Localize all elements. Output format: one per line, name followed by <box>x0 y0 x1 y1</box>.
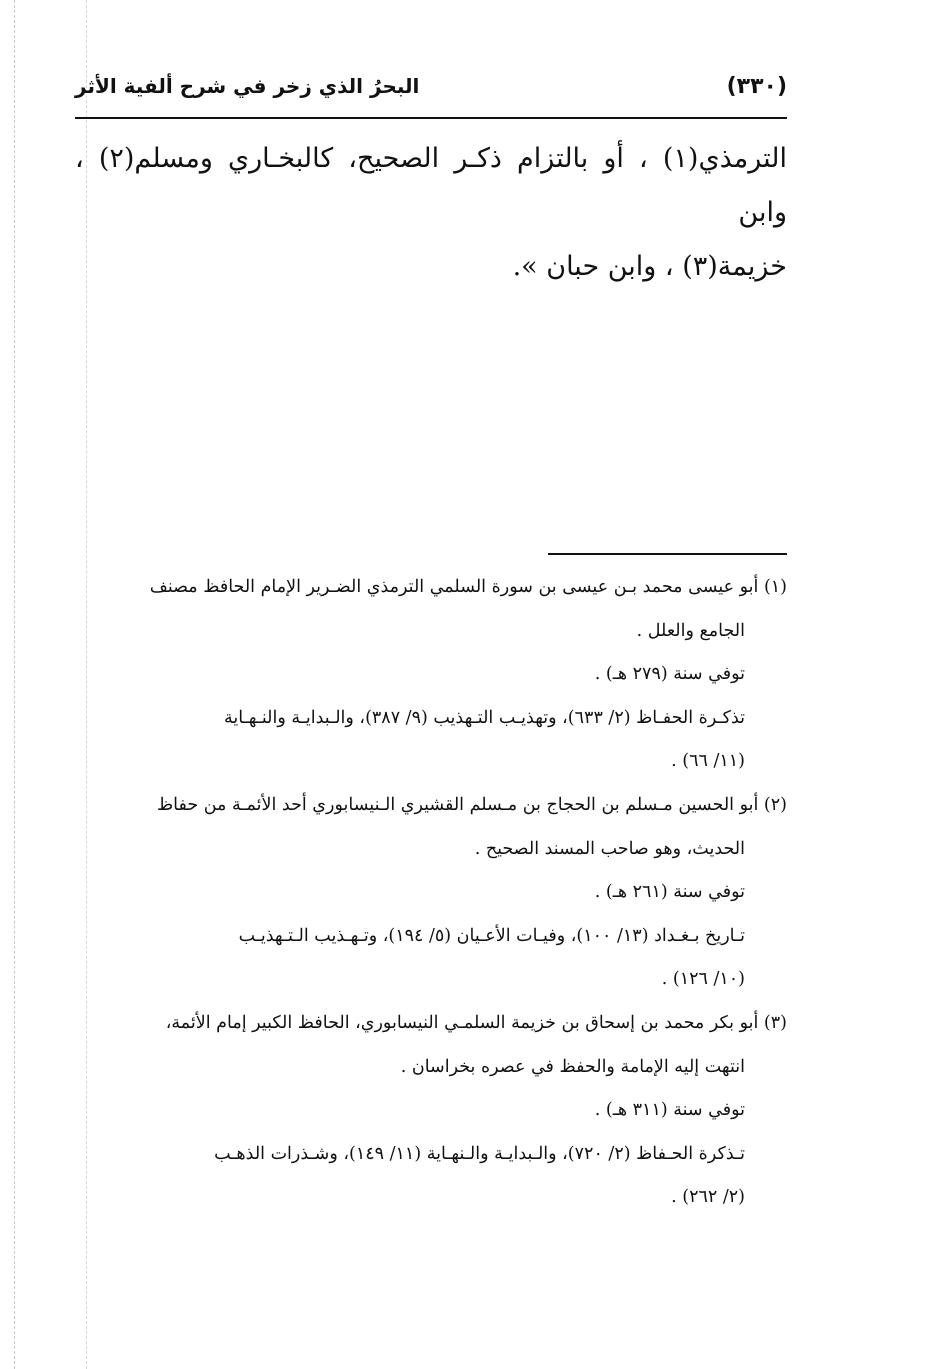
main-text-line: خزيمة(٣) ، وابن حبان ». <box>512 251 787 282</box>
footnote-line: توفي سنة (٢٧٩ هـ) . <box>594 664 745 685</box>
running-header <box>75 66 787 110</box>
page-number: (٣٣٠) <box>726 74 787 99</box>
footnote-line: الحديث، وهو صاحب المسند الصحيح . <box>474 838 745 859</box>
main-text <box>75 132 787 294</box>
footnote-line: تـاريخ بـغـداد (١٣/ ١٠٠)، وفيـات الأعـيان (٥/ ١٩٤)، وتـهـذيب الـتـهذيـب <box>238 925 745 946</box>
footnote-line: (١٠/ ١٢٦) . <box>661 969 745 990</box>
footnote-line: (٣) أبو بكر محمد بن إسحاق بن خزيمة السلمـي النيسابوري، الحافظ الكبير إمام الأئمة، <box>165 1012 787 1033</box>
footnote-line: (٢/ ٢٦٢) . <box>671 1187 745 1208</box>
book-title: البحرُ الذي زخر في شرح ألفية الأثر <box>75 74 420 98</box>
footnote-line: (١١/ ٦٦) . <box>671 751 745 772</box>
scan-artifact-line <box>14 0 15 1369</box>
footnote-line: تـذكرة الحـفاظ (٢/ ٧٢٠)، والـبدايـة والـنهـاية (١١/ ١٤٩)، وشـذرات الذهـب <box>214 1143 745 1164</box>
footnote-line: توفي سنة (٣١١ هـ) . <box>594 1100 745 1121</box>
footnote-separator <box>548 553 787 555</box>
main-text-line: الترمذي(١) ، أو بالتزام ذكـر الصحيح، كالبخـاري ومسلم(٢) ، وابن <box>75 143 787 228</box>
footnote-line: توفي سنة (٢٦١ هـ) . <box>594 882 745 903</box>
footnote-line: (٢) أبو الحسين مـسلم بن الحجاج بن مـسلم القشيري الـنيسابوري أحد الأئمـة من حفاظ <box>156 794 787 815</box>
footnote-line: تذكـرة الحفـاظ (٢/ ٦٣٣)، وتهذيـب التـهذيب (٩/ ٣٨٧)، والـبدايـة والنـهـاية <box>223 707 745 728</box>
footnote-line: (١) أبو عيسى محمد بـن عيسى بن سورة السلمي الترمذي الضـرير الإمام الحافظ مصنف <box>149 577 787 597</box>
footnote-line: انتهت إليه الإمامة والحفظ في عصره بخراسان . <box>400 1056 745 1077</box>
header-rule <box>75 117 787 119</box>
footnotes <box>75 566 787 1220</box>
footnote-line: الجامع والعلل . <box>636 620 745 641</box>
